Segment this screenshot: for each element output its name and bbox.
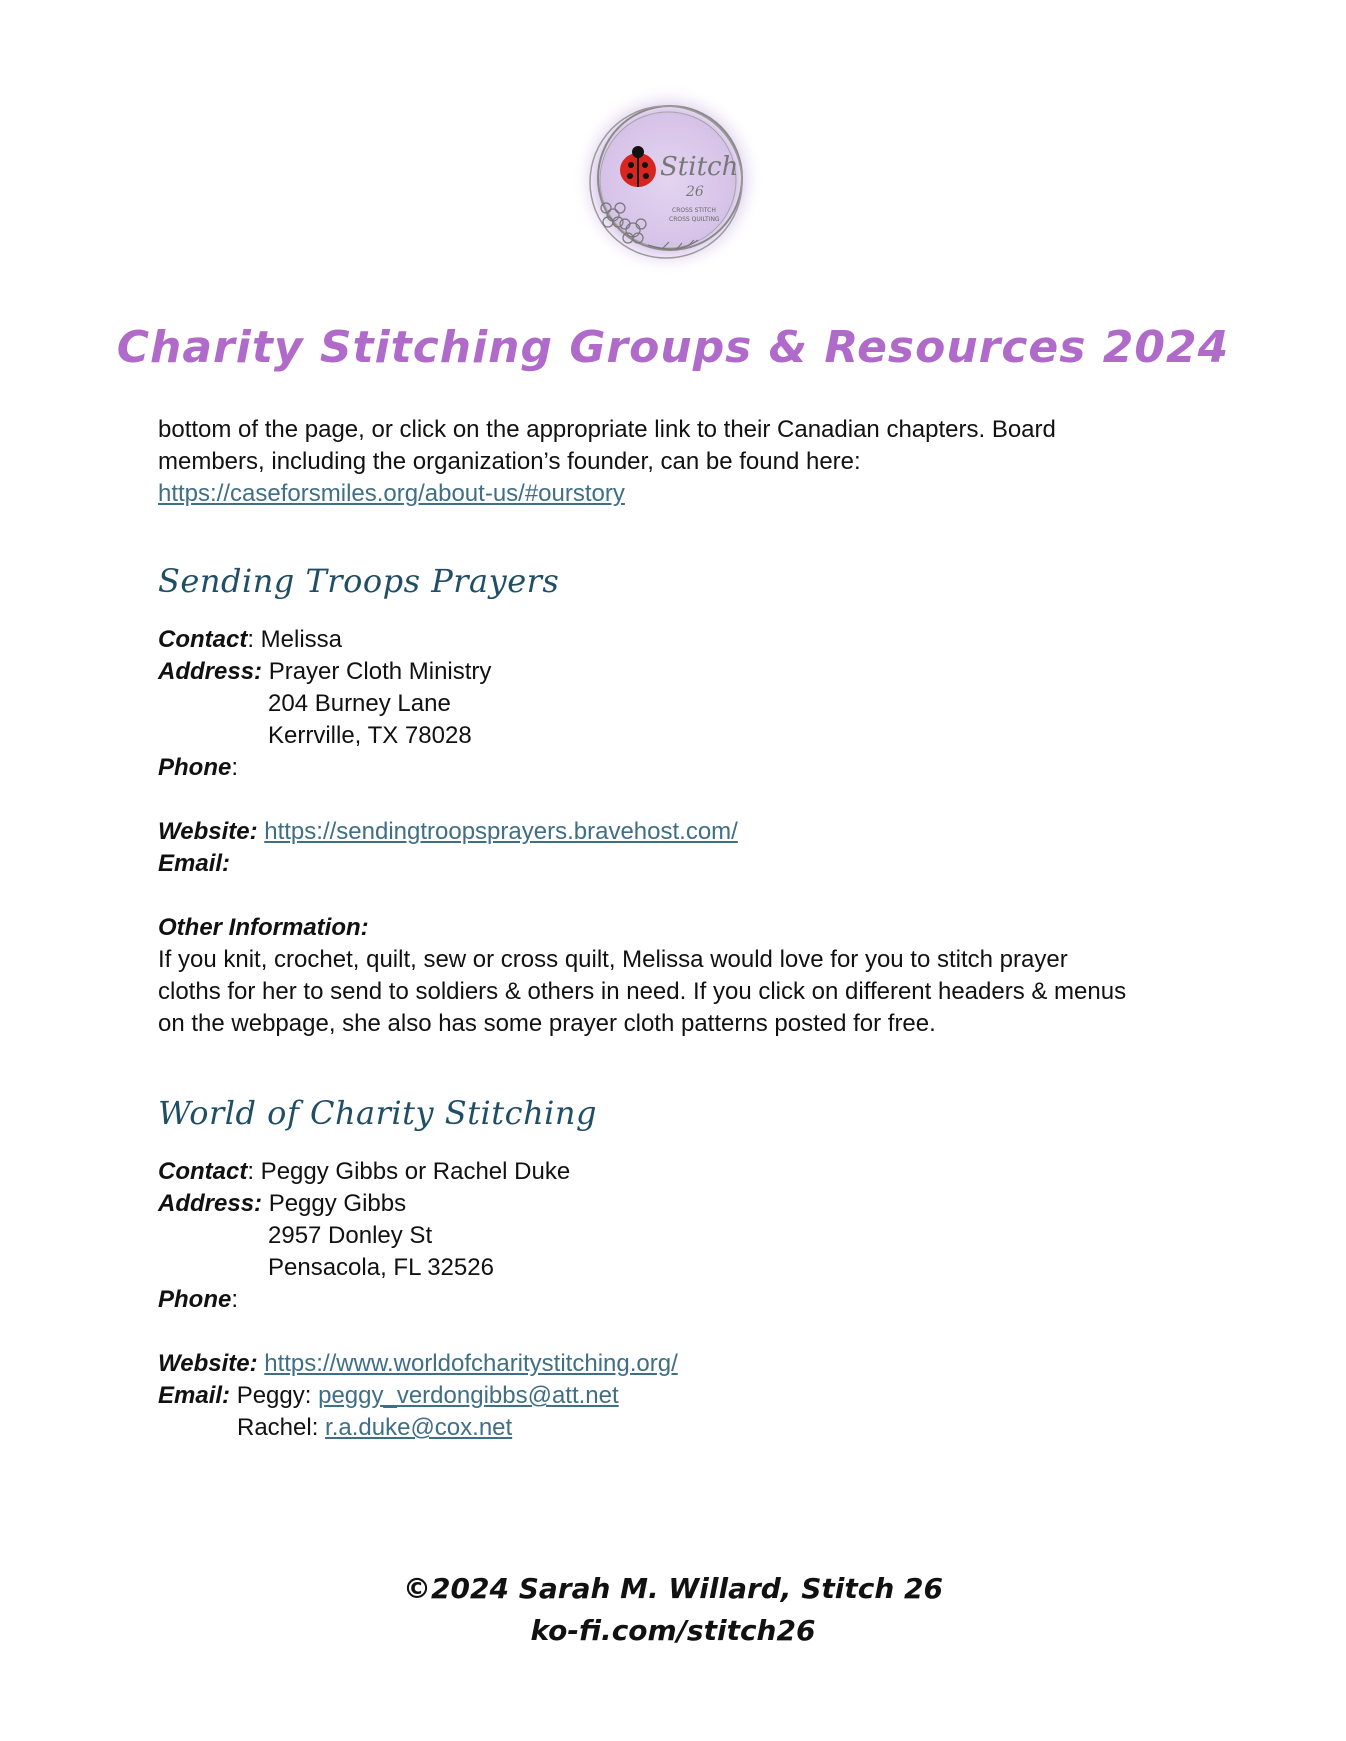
contact-value: : Peggy Gibbs or Rachel Duke	[247, 1158, 571, 1185]
address-line-2: 204 Burney Lane	[268, 690, 451, 717]
footer-copyright: ©2024 Sarah M. Willard, Stitch 26	[403, 1572, 943, 1605]
website-label: Website:	[158, 1350, 258, 1377]
sending-troops-prayers-website-link[interactable]: https://sendingtroopsprayers.bravehost.com/	[264, 818, 738, 845]
contact-label: Contact	[158, 1158, 248, 1185]
phone-value: :	[231, 1286, 239, 1313]
rachel-email-link[interactable]: r.a.duke@cox.net	[325, 1414, 513, 1441]
logo-graphic	[568, 80, 768, 280]
intro-line-1: bottom of the page, or click on the appropriate link to their Canadian chapters. Board	[158, 416, 1056, 443]
website-label: Website:	[158, 818, 258, 845]
page-title: Charity Stitching Groups & Resources 2024	[116, 322, 1230, 373]
other-information-line-1: If you knit, crochet, quilt, sew or cross quilt, Melissa would love for you to stitch prayer	[158, 946, 1068, 973]
email-1-name: Peggy:	[236, 1382, 312, 1409]
logo-subtitle-1: CROSS STITCH	[672, 207, 716, 214]
section-heading-sending-troops-prayers: Sending Troops Prayers	[158, 562, 560, 600]
logo	[568, 80, 768, 280]
address-line-1: Peggy Gibbs	[268, 1190, 407, 1217]
section-sending-troops-prayers	[158, 624, 1198, 1040]
other-information-line-2: cloths for her to send to soldiers & others in need. If you click on different headers & menus	[158, 978, 1127, 1005]
address-line-1: Prayer Cloth Ministry	[268, 658, 492, 685]
peggy-email-link[interactable]: peggy_verdongibbs@att.net	[318, 1382, 619, 1409]
address-line-2: 2957 Donley St	[268, 1222, 433, 1249]
email-2-name: Rachel:	[237, 1414, 319, 1441]
intro-paragraph	[158, 414, 1198, 510]
address-line-3: Kerrville, TX 78028	[268, 722, 472, 749]
email-label: Email:	[158, 850, 231, 877]
other-information-label: Other Information:	[158, 914, 369, 941]
world-of-charity-stitching-website-link[interactable]: https://www.worldofcharitystitching.org/	[264, 1350, 678, 1377]
email-label: Email:	[158, 1382, 231, 1409]
logo-number: 26	[686, 184, 704, 200]
section-world-of-charity-stitching	[158, 1156, 1198, 1444]
address-label: Address:	[158, 1190, 263, 1217]
logo-brand: Stitch	[660, 152, 739, 182]
phone-label: Phone	[158, 1286, 232, 1313]
intro-line-2: members, including the organization’s founder, can be found here:	[158, 448, 861, 475]
section-heading-world-of-charity-stitching: World of Charity Stitching	[158, 1094, 597, 1132]
footer-kofi-link[interactable]: ko-fi.com/stitch26	[530, 1614, 816, 1647]
phone-value: :	[231, 754, 239, 781]
address-line-3: Pensacola, FL 32526	[268, 1254, 494, 1281]
logo-subtitle-2: CROSS QUILTING	[669, 216, 720, 223]
case-for-smiles-link[interactable]: https://caseforsmiles.org/about-us/#ourstory	[158, 480, 625, 507]
contact-value: : Melissa	[247, 626, 343, 653]
contact-label: Contact	[158, 626, 248, 653]
address-label: Address:	[158, 658, 263, 685]
phone-label: Phone	[158, 754, 232, 781]
other-information-line-3: on the webpage, she also has some prayer cloth patterns posted for free.	[158, 1010, 936, 1037]
